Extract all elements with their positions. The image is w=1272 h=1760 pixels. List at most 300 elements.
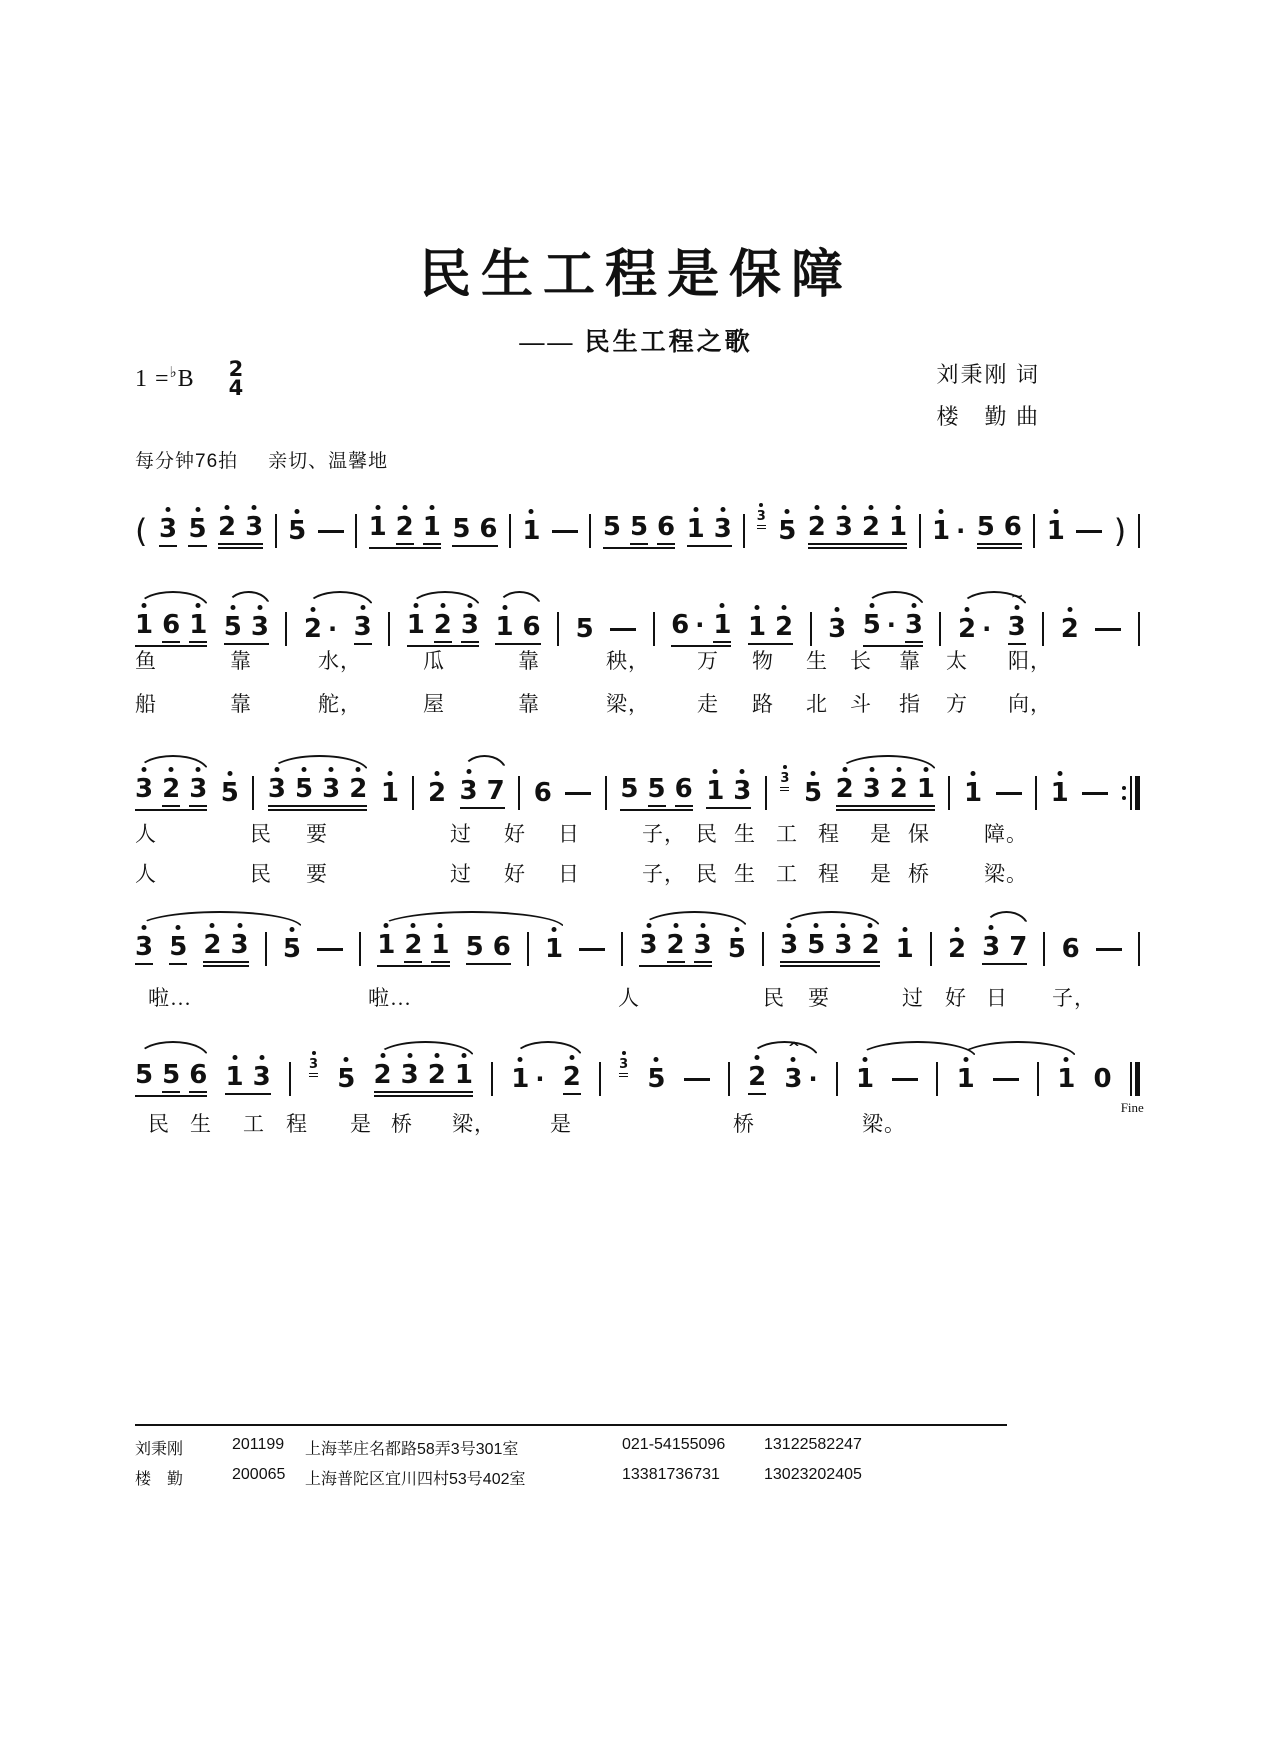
note-digit: 5 xyxy=(647,1065,665,1093)
note-row xyxy=(1047,517,1065,545)
barline-stroke xyxy=(948,776,950,810)
group-notes xyxy=(977,513,1022,541)
note-column xyxy=(337,1065,355,1093)
note-digit: 3 xyxy=(189,775,207,803)
note-row xyxy=(648,775,666,803)
lyric-syllable: 斗 xyxy=(850,692,872,716)
lyric-syllable: 水， xyxy=(318,649,362,673)
note-digit: 5 xyxy=(620,774,639,804)
contact-name: 刘秉刚 xyxy=(135,1441,184,1458)
note xyxy=(460,777,478,805)
group-notes xyxy=(224,613,269,641)
note xyxy=(545,935,563,963)
note-row xyxy=(603,513,621,541)
note xyxy=(396,513,414,545)
note-digit: 3 xyxy=(245,513,263,541)
note xyxy=(135,611,153,639)
note-column xyxy=(563,1063,581,1095)
note-row xyxy=(834,931,852,959)
repeat-bars xyxy=(1130,776,1140,810)
note-row xyxy=(863,611,896,639)
note-column xyxy=(748,1063,766,1095)
note xyxy=(423,513,441,545)
lyric-syllable: 生 xyxy=(190,1112,212,1136)
octave-dot xyxy=(713,769,718,774)
lyric-syllable: 子， xyxy=(642,822,686,846)
barline xyxy=(1043,932,1045,966)
note-digit: 6 xyxy=(189,1060,208,1090)
group-column xyxy=(407,611,479,647)
note xyxy=(1061,615,1079,643)
note-digit: 0 xyxy=(1093,1064,1112,1094)
lyric-syllable: 人 xyxy=(135,862,157,886)
barline-stroke xyxy=(939,612,941,646)
beamed-group xyxy=(780,931,879,967)
note-digit: 5 xyxy=(804,779,822,807)
note xyxy=(932,517,965,545)
note-row xyxy=(428,779,446,807)
slur-arc xyxy=(409,591,481,608)
note-row xyxy=(189,611,207,639)
lyric-syllable: 民 xyxy=(696,862,718,886)
note xyxy=(862,513,880,541)
beam-line xyxy=(466,963,511,965)
slur-arc xyxy=(838,755,937,772)
note xyxy=(563,1063,581,1095)
note xyxy=(671,611,704,639)
barline-stroke xyxy=(285,612,287,646)
note-row xyxy=(836,775,854,803)
note xyxy=(225,1063,243,1091)
note-digit: 3 xyxy=(461,611,479,639)
note-row xyxy=(431,931,449,959)
group-column xyxy=(706,777,751,809)
note-digit: 2 xyxy=(890,775,908,803)
barline-stroke xyxy=(527,932,529,966)
note-row xyxy=(748,613,766,641)
note-row xyxy=(401,1061,419,1089)
note-digit: 1 xyxy=(964,779,982,807)
note xyxy=(245,513,263,541)
note-column xyxy=(856,1065,874,1093)
beamed-group xyxy=(495,613,540,645)
tempo-text: 每分钟76拍 xyxy=(135,451,239,472)
note xyxy=(808,513,826,541)
note xyxy=(835,513,853,541)
lyric-syllable: 北 xyxy=(806,692,828,716)
note-row xyxy=(135,933,153,961)
note-digit: 1 xyxy=(545,935,563,963)
octave-dot xyxy=(259,1055,264,1060)
note xyxy=(1047,517,1065,545)
beamed-group xyxy=(377,931,449,967)
lyric-syllable: 瓜 xyxy=(423,649,445,673)
lyric-syllable: 桥 xyxy=(391,1112,413,1136)
note xyxy=(189,775,207,807)
duration-dash xyxy=(565,792,591,795)
note-digit: 1 xyxy=(896,935,914,963)
group-notes xyxy=(377,931,449,963)
barline-stroke xyxy=(359,932,361,966)
beam-line xyxy=(162,641,180,643)
note-digit: 1 xyxy=(495,613,513,641)
octave-dot xyxy=(720,603,725,608)
note-column xyxy=(304,615,337,643)
beam-line xyxy=(162,805,180,807)
beamed-group xyxy=(836,775,935,811)
group-column xyxy=(369,513,441,549)
lyric-syllable: 子， xyxy=(642,862,686,886)
tempo-row xyxy=(135,446,388,473)
barline xyxy=(412,776,414,810)
dash-stroke xyxy=(1082,792,1108,795)
lyric-syllable: 舵， xyxy=(318,692,362,716)
beam-line xyxy=(423,543,441,545)
note-row xyxy=(460,777,478,805)
note-digit: 7 xyxy=(486,776,505,806)
beam-line xyxy=(369,547,441,549)
note-digit: 3 xyxy=(268,775,286,803)
note-digit: 5 xyxy=(337,1065,355,1093)
slur-arc xyxy=(226,591,271,608)
note xyxy=(1051,779,1069,807)
octave-dot xyxy=(868,505,873,510)
octave-dot xyxy=(232,1055,237,1060)
barline xyxy=(653,612,655,646)
group-notes xyxy=(748,613,793,641)
note-digit: 3 xyxy=(322,775,340,803)
beamed-group xyxy=(407,611,479,647)
beamed-group xyxy=(224,613,269,645)
note-digit: 3 xyxy=(460,777,478,805)
note-row xyxy=(407,611,425,639)
slur-arc xyxy=(462,755,507,772)
note-digit: 3 xyxy=(834,931,852,959)
note-digit: 5 xyxy=(162,1060,181,1090)
note-row xyxy=(982,933,1000,961)
close-paren xyxy=(1113,512,1127,550)
octave-dot xyxy=(1067,607,1072,612)
dash-stroke xyxy=(552,530,578,533)
lyric-syllable: 生 xyxy=(734,862,756,886)
group-column xyxy=(671,611,731,647)
lyric-syllable: 桥 xyxy=(733,1112,755,1136)
octave-dot xyxy=(783,765,787,769)
group-column xyxy=(224,613,269,645)
barline xyxy=(599,1062,601,1096)
lyric-syllable: 长 xyxy=(850,649,872,673)
note xyxy=(404,931,422,963)
note xyxy=(251,613,269,641)
octave-dot xyxy=(1053,509,1058,514)
barline xyxy=(621,932,623,966)
lyric-syllable: 人 xyxy=(618,986,640,1010)
note xyxy=(647,1065,665,1093)
note-row xyxy=(135,611,153,639)
note-row xyxy=(964,779,982,807)
barline-stroke xyxy=(355,514,357,548)
lyric-syllable: 过 xyxy=(902,986,924,1010)
note-row xyxy=(675,775,693,803)
note-row xyxy=(778,517,796,545)
barline-stroke xyxy=(1042,612,1044,646)
barline-stroke xyxy=(599,1062,601,1096)
note xyxy=(162,611,180,643)
barline-stroke xyxy=(836,1062,838,1096)
note-row xyxy=(1007,587,1026,642)
note-digit: 1 xyxy=(423,513,441,541)
lyric-syllable: 靠 xyxy=(899,649,921,673)
beam-line xyxy=(377,965,449,967)
note-row xyxy=(354,613,372,641)
group-column xyxy=(218,513,263,549)
flat-sign: ♭ xyxy=(169,364,178,381)
note xyxy=(522,517,540,545)
note-row xyxy=(218,513,236,541)
dash-stroke xyxy=(1076,530,1102,533)
music-line-4 xyxy=(135,928,1140,970)
note xyxy=(337,1065,355,1093)
note-digit: 2 xyxy=(862,513,880,541)
lyric-syllable: 梁。 xyxy=(984,862,1028,886)
note-column xyxy=(1062,935,1080,963)
note-digit: 6 xyxy=(533,778,552,808)
thick-barline-stroke xyxy=(1135,776,1140,810)
note xyxy=(917,775,935,803)
note xyxy=(1009,933,1027,961)
octave-dot xyxy=(252,505,257,510)
augmentation-dot: · xyxy=(956,517,966,545)
beam-line xyxy=(780,961,879,963)
beam-line xyxy=(563,1093,581,1095)
beamed-group xyxy=(706,777,751,809)
lyric-syllable: 是 xyxy=(350,1112,372,1136)
note xyxy=(957,1065,975,1093)
music-line-1 xyxy=(135,510,1140,552)
lyric-syllable: 靠 xyxy=(518,692,540,716)
group-notes xyxy=(135,1061,207,1093)
dash-stroke xyxy=(1095,628,1121,631)
beam-line xyxy=(169,963,187,965)
note xyxy=(493,933,511,961)
octave-dot xyxy=(814,505,819,510)
note-row xyxy=(493,933,511,961)
note-digit: 5 xyxy=(807,931,825,959)
contact-address: 上海莘庄名都路58弄3号301室 xyxy=(305,1441,519,1458)
note-digit: 1 xyxy=(377,931,395,959)
note-column xyxy=(728,935,746,963)
note-digit: 3 xyxy=(780,931,798,959)
octave-dot xyxy=(402,505,407,510)
note xyxy=(1057,1065,1075,1093)
note-row xyxy=(423,513,441,541)
octave-dot xyxy=(902,927,907,932)
barline xyxy=(765,776,767,810)
note-row xyxy=(1057,1065,1075,1093)
beam-line xyxy=(905,641,923,643)
note xyxy=(896,935,914,963)
note xyxy=(268,775,286,803)
barline-stroke xyxy=(275,514,277,548)
group-notes xyxy=(836,775,935,803)
beam-line xyxy=(431,961,449,963)
note xyxy=(784,1039,818,1094)
group-column xyxy=(135,1061,207,1097)
beamed-group xyxy=(218,513,263,549)
barline-stroke xyxy=(1138,514,1140,548)
note xyxy=(374,1061,392,1089)
note xyxy=(889,513,907,541)
note-digit: 6 xyxy=(1003,512,1022,542)
note xyxy=(349,775,367,803)
lyric-syllable: 程 xyxy=(818,822,840,846)
note xyxy=(231,931,249,959)
beam-line xyxy=(675,805,693,807)
close-paren-glyph: ) xyxy=(1113,512,1127,550)
beam-line xyxy=(268,805,367,807)
note xyxy=(714,515,732,543)
barline xyxy=(605,776,607,810)
beam-line xyxy=(203,965,248,967)
note-column xyxy=(159,515,177,547)
group-column xyxy=(687,515,732,547)
note-digit: 7 xyxy=(1009,932,1028,962)
lyric-syllable: 走 xyxy=(697,692,719,716)
key-signature xyxy=(135,357,245,401)
note-digit: 2 xyxy=(428,779,446,807)
lyric-syllable: 保 xyxy=(908,822,930,846)
note-row xyxy=(563,1063,581,1091)
note-digit: 1 xyxy=(369,513,387,541)
note-row xyxy=(657,513,675,541)
lyric-syllable: 方 xyxy=(946,692,968,716)
barline-stroke xyxy=(1043,932,1045,966)
note-column xyxy=(188,515,206,547)
octave-dot xyxy=(693,507,698,512)
grace-note: 3 xyxy=(619,1057,628,1077)
slur-arc xyxy=(379,911,565,928)
note-digit: 3 xyxy=(835,513,853,541)
group-notes xyxy=(369,513,441,545)
group-notes xyxy=(671,611,731,643)
note xyxy=(706,777,724,805)
octave-dot xyxy=(434,771,439,776)
note-row xyxy=(203,931,221,959)
lyric-syllable: 障。 xyxy=(984,822,1028,846)
octave-dot xyxy=(312,1051,316,1055)
note-row xyxy=(890,775,908,803)
beam-line xyxy=(374,1091,473,1093)
beam-line xyxy=(189,1091,207,1093)
grace-note-tok xyxy=(619,1057,629,1089)
note-digit: 2 xyxy=(958,615,976,643)
meter-numerator: 2 xyxy=(228,357,245,381)
beamed-group xyxy=(203,931,248,967)
lyric-syllable: 日 xyxy=(558,862,580,886)
footer-contact-row xyxy=(0,1466,1272,1492)
note-digit: 1 xyxy=(381,779,399,807)
note-row xyxy=(917,775,935,803)
octave-dot xyxy=(654,1057,659,1062)
lyric-syllable: 梁， xyxy=(606,692,650,716)
barline-stroke xyxy=(1138,612,1140,646)
beam-line xyxy=(808,547,907,549)
augmentation-dot: · xyxy=(982,615,992,643)
note-digit: 2 xyxy=(775,613,793,641)
lyric-syllable: 啦… xyxy=(148,986,192,1010)
barline xyxy=(836,1062,838,1096)
octave-dot xyxy=(841,505,846,510)
barline-stroke xyxy=(589,514,591,548)
note-row xyxy=(189,1061,207,1089)
note-row xyxy=(647,1065,665,1093)
barline-stroke xyxy=(1130,776,1132,810)
slur-arc xyxy=(376,1041,475,1058)
note-column xyxy=(283,935,301,963)
note-row xyxy=(863,775,881,803)
group-notes xyxy=(135,775,207,807)
beam-line xyxy=(268,809,367,811)
note xyxy=(1062,935,1080,963)
note-column xyxy=(784,1039,818,1094)
lyric-syllable: 工 xyxy=(243,1112,265,1136)
note xyxy=(461,611,479,643)
note-digit: 1 xyxy=(748,613,766,641)
group-notes xyxy=(808,513,907,541)
barline-stroke xyxy=(491,1062,493,1096)
contact-name: 楼 勤 xyxy=(135,1471,184,1488)
dash-stroke xyxy=(579,948,605,951)
note-digit: 3 ^ xyxy=(784,1039,803,1094)
note xyxy=(479,515,497,543)
note-column xyxy=(647,1065,665,1093)
beamed-group xyxy=(982,933,1027,965)
note-digit: 2 xyxy=(836,775,854,803)
note-digit: 1 xyxy=(706,777,724,805)
note xyxy=(135,1061,153,1089)
grace-note-tok xyxy=(780,771,790,803)
contact-mobile: 13023202405 xyxy=(764,1466,862,1483)
note-digit: 1 xyxy=(957,1065,975,1093)
beamed-group xyxy=(748,613,793,645)
barline xyxy=(948,776,950,810)
lyric-syllable: 船 xyxy=(135,692,157,716)
note xyxy=(687,515,705,543)
lyric-syllable: 民 xyxy=(763,986,785,1010)
note xyxy=(189,1061,207,1093)
group-notes xyxy=(407,611,479,643)
note-digit: 3 xyxy=(639,931,657,959)
beamed-group xyxy=(466,933,511,965)
beam-line xyxy=(657,543,675,545)
lyric-syllable: 梁， xyxy=(452,1112,496,1136)
barline xyxy=(557,612,559,646)
note-digit: 5 xyxy=(135,1060,154,1090)
contact-phone: 021-54155096 xyxy=(622,1436,726,1453)
lyric-syllable: 民 xyxy=(250,862,272,886)
note-column xyxy=(948,935,966,963)
note-column xyxy=(522,517,540,545)
note-row xyxy=(221,779,239,807)
group-notes xyxy=(687,515,732,543)
barline xyxy=(810,612,812,646)
note-digit: 5 xyxy=(863,611,881,639)
repeat-end-barline xyxy=(1122,776,1140,810)
octave-dot xyxy=(955,927,960,932)
lyric-syllable: 民 xyxy=(696,822,718,846)
barline-stroke xyxy=(653,612,655,646)
beamed-group xyxy=(268,775,367,811)
